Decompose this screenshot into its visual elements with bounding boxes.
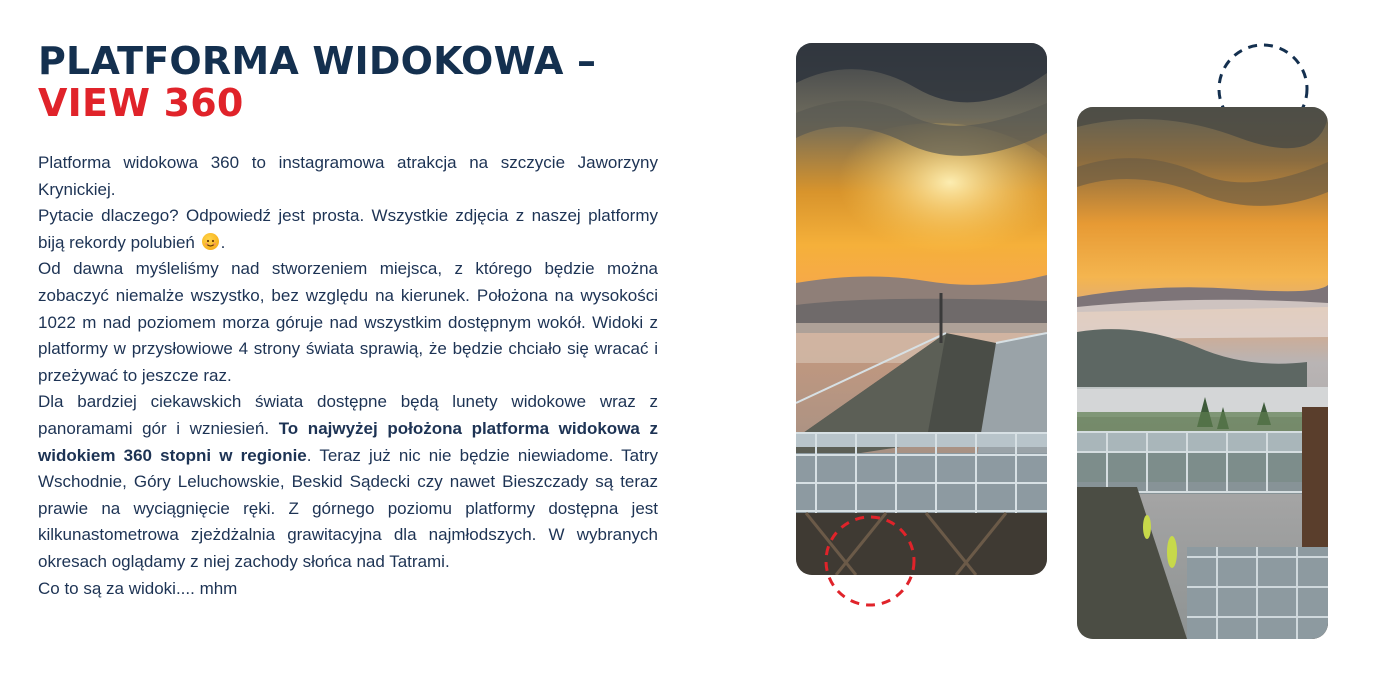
paragraph-features-end: . Teraz już nic nie będzie niewiadome. Tatry Wschodnie, Góry Leluchowskie, Beskid Sądecki czy nawet Bieszczady są teraz prawie na wyciągnięcie ręki. Z górnego poziomu platformy dostępna jest kilkunastometrowa zjeżdżalnia grawitacyjna dla najmłodszych. W wybranych okresach oglądamy z niej zachody słońca nad Tatrami.	[38, 445, 658, 571]
paragraph-why-text: Pytacie dlaczego? Odpowiedź jest prosta. Wszystkie zdjęcia z naszej platformy biją rekordy polubień	[38, 206, 658, 252]
dashed-circle-decoration-red	[823, 514, 917, 608]
platform-photo-sunset	[796, 43, 1047, 575]
paragraph-features	[38, 389, 658, 575]
platform-photo-valley	[1077, 107, 1328, 639]
paragraph-why	[38, 203, 658, 256]
page-title	[38, 40, 596, 124]
paragraph-why-end: .	[220, 232, 226, 252]
title-line-1: PLATFORMA WIDOKOWA –	[38, 39, 597, 83]
paragraph-closing: Co to są za widoki.... mhm	[38, 578, 238, 598]
article-body	[38, 150, 658, 602]
paragraph-location: Od dawna myśleliśmy nad stworzeniem miejsca, z którego będzie można zobaczyć niemalże wszystko, bez względu na kierunek. Położona na wysokości 1022 m nad poziomem morza góruje nad wszystkim dostępnym wokół. Widoki z platformy w przysłowiowe 4 strony świata sprawią, że będzie chciało się wracać i przeżywać to jeszcze raz.	[38, 259, 658, 385]
title-line-2: VIEW 360	[38, 81, 244, 125]
smiling-face-icon	[202, 233, 219, 250]
paragraph-features-highlight: To najwyżej położona platforma widokowa z widokiem 360 stopni w regionie	[38, 418, 658, 465]
paragraph-intro: Platforma widokowa 360 to instagramowa atrakcja na szczycie Jaworzyny Krynickiej.	[38, 153, 658, 199]
paragraph-features-start: Dla bardziej ciekawskich świata dostępne będą lunety widokowe wraz z panoramami gór i wzniesień.	[38, 392, 658, 438]
